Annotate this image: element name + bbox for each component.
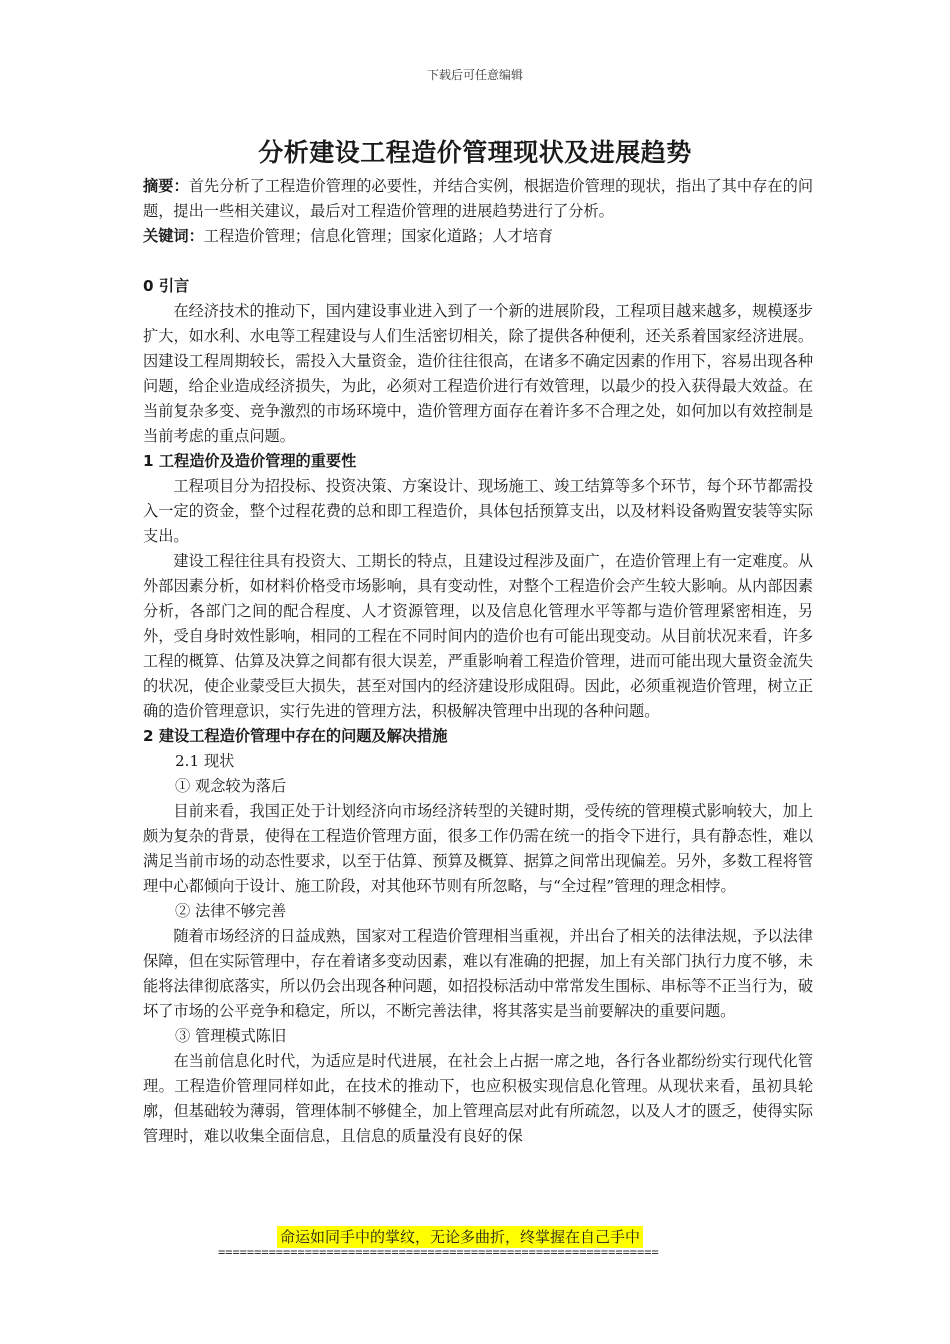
item-3-heading: ③ 管理模式陈旧 [175,1027,287,1045]
section-2-1-heading: 2.1 现状 [175,752,235,770]
section-2-heading: 2 建设工程造价管理中存在的问题及解决措施 [143,727,448,745]
footer-rule: ============================================================= [218,1245,659,1259]
section-0-paragraph-1: 在经济技术的推动下，国内建设事业进入到了一个新的进展阶段，工程项目越来越多，规模逐步扩大，如水利、水电等工程建设与人们生活密切相关，除了提供各种便利，还关系着国家经济进展。因建设工程周期较长，需投入大量资金，造价往往很高，在诸多不确定因素的作用下，容易出现各种问题，给企业造成经济损失，为此，必须对工程造价进行有效管理，以最少的投入获得最大效益。在当前复杂多变、竞争激烈的市场环境中，造价管理方面存在着许多不合理之处，如何加以有效控制是当前考虑的重点问题。 [143,302,813,445]
keywords-label: 关键词： [143,227,204,245]
spacer [143,249,813,274]
item-2-heading: ② 法律不够完善 [175,902,287,920]
abstract-text: 首先分析了工程造价管理的必要性，并结合实例，根据造价管理的现状，指出了其中存在的问题，提出一些相关建议，最后对工程造价管理的进展趋势进行了分析。 [143,177,814,220]
document-title: 分析建设工程造价管理现状及进展趋势 [258,138,692,167]
section-1-paragraph-1: 工程项目分为招投标、投资决策、方案设计、现场施工、竣工结算等多个环节，每个环节都需投入一定的资金，整个过程花费的总和即工程造价，具体包括预算支出，以及材料设备购置安装等实际支出。 [143,477,813,545]
document-body [143,174,813,1149]
item-1-paragraph: 目前来看，我国正处于计划经济向市场经济转型的关键时期，受传统的管理模式影响较大，加上颇为复杂的背景，使得在工程造价管理方面，很多工作仍需在统一的指令下进行，具有静态性，难以满足当前市场的动态性要求，以至于估算、预算及概算、据算之间常出现偏差。另外，多数工程将管理中心都倾向于设计、施工阶段，对其他环节则有所忽略，与“全过程”管理的理念相悖。 [143,802,813,895]
abstract-paragraph [143,174,813,224]
keywords-text: 工程造价管理；信息化管理；国家化道路；人才培育 [203,227,554,245]
section-0-heading: 0 引言 [143,277,190,295]
abstract-label: 摘要： [143,177,189,195]
item-2-paragraph: 随着市场经济的日益成熟，国家对工程造价管理相当重视，并出台了相关的法律法规，予以法律保障，但在实际管理中，存在着诸多变动因素，难以有准确的把握，加上有关部门执行力度不够，未能将法律彻底落实，所以仍会出现各种问题，如招投标活动中常常发生围标、串标等不正当行为，破坏了市场的公平竞争和稳定，所以，不断完善法律，将其落实是当前要解决的重要问题。 [143,927,813,1020]
item-1-heading: ① 观念较为落后 [175,777,287,795]
section-1-paragraph-2: 建设工程往往具有投资大、工期长的特点，且建设过程涉及面广，在造价管理上有一定难度。从外部因素分析，如材料价格受市场影响，具有变动性，对整个工程造价会产生较大影响。从内部因素分析，各部门之间的配合程度、人才资源管理，以及信息化管理水平等都与造价管理紧密相连，另外，受自身时效性影响，相同的工程在不同时间内的造价也有可能出现变动。从目前状况来看，许多工程的概算、估算及决算之间都有很大误差，严重影响着工程造价管理，进而可能出现大量资金流失的状况，使企业蒙受巨大损失，甚至对国内的经济建设形成阻碍。因此，必须重视造价管理，树立正确的造价管理意识，实行先进的管理方法，积极解决管理中出现的各种问题。 [143,552,813,720]
item-3-paragraph: 在当前信息化时代，为适应是时代进展，在社会上占据一席之地，各行各业都纷纷实行现代化管理。工程造价管理同样如此，在技术的推动下，也应积极实现信息化管理。从现状来看，虽初具轮廓，但基础较为薄弱，管理体制不够健全，加上管理高层对此有所疏忽，以及人才的匮乏，使得实际管理时，难以收集全面信息，且信息的质量没有良好的保 [143,1052,813,1145]
section-1-heading: 1 工程造价及造价管理的重要性 [143,452,357,470]
footer-motto: 命运如同手中的掌纹，无论多曲折，终掌握在自己手中 [277,1226,643,1248]
keywords-paragraph [143,224,813,249]
header-note: 下载后可任意编辑 [426,68,523,82]
